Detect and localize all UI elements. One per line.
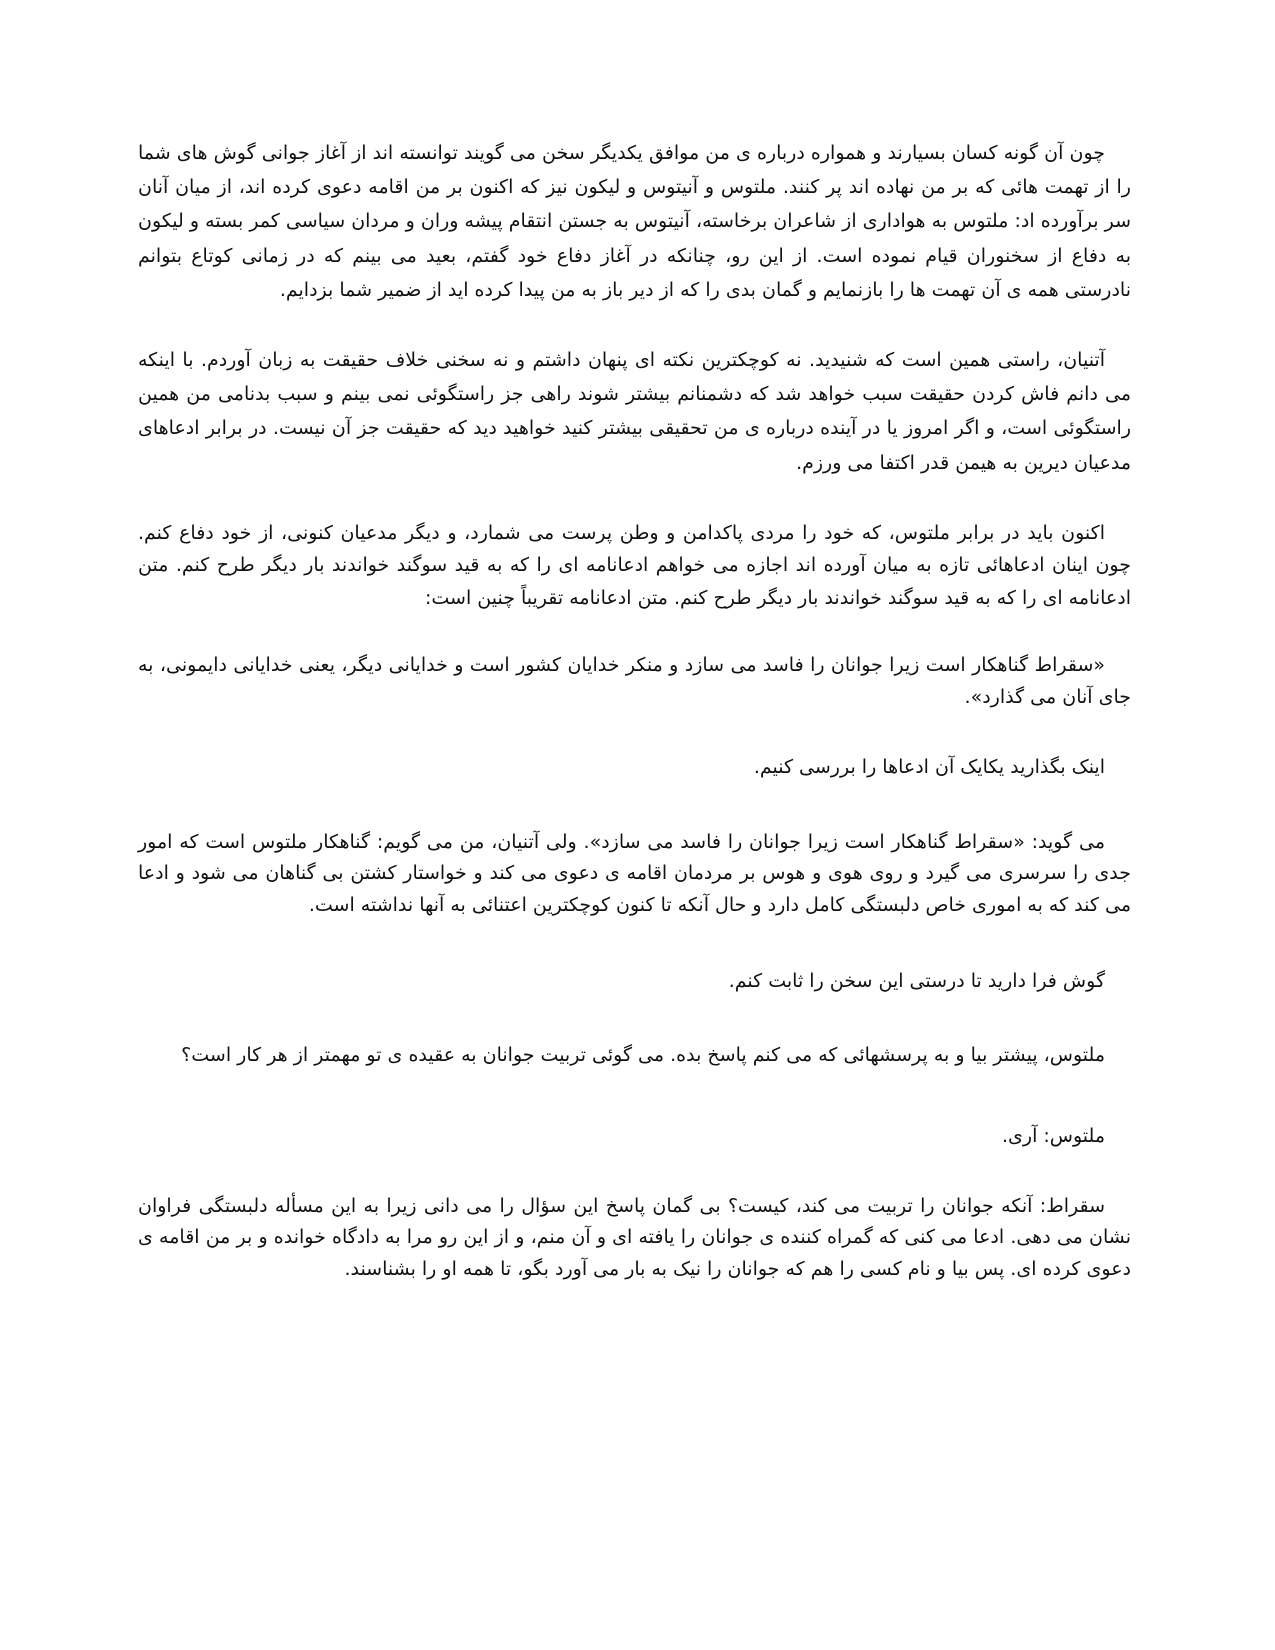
paragraph-who-educates: سقراط: آنکه جوانان را تربیت می کند، کیست؟ بی گمان پاسخ این سؤال را می دانی زیرا به این مسأله دلبستگی فراوان نشان می دهی. ادعا می کنی که گمراه کننده ی جوانان را یافته ای و آن منم، و از این رو مرا به دادگاه خوانده و بر من اقامه ی دعوی کرده ای. پس بیا و نام کسی را هم که جوانان را نیک به بار می آورد بگو، تا همه او را بشناسند. <box>138 1194 1131 1280</box>
document-page <box>138 136 1131 1285</box>
paragraph-examine: اینک بگذارید یکایک آن ادعاها را بررسی کنیم. <box>753 755 1105 778</box>
paragraph-listen: گوش فرا دارید تا درستی این سخن را ثابت کنم. <box>728 970 1105 993</box>
paragraph-meletus-guilty: می گوید: «سقراط گناهکار است زیرا جوانان را فاسد می سازد». ولی آتنیان، من می گویم: گناهکار ملتوس است که امور جدی را سرسری می گیرد و روی هوی و هوس بر مردمان اقامه ی دعوی می کند و خواستار کشتن بی گناهان می شود و ادعا می کند که به اموری خاص دلبستگی کامل دارد و حال آنکه تا کنون کوچکترین اعتنائی به آنها نداشته است. <box>138 830 1131 916</box>
paragraph-indictment-intro: اکنون باید در برابر ملتوس، که خود را مردی پاکدامن و وطن پرست می شمارد، و دیگر مدعیان کنونی، از خود دفاع کنم. چون اینان ادعاهائی تازه به میان آورده اند اجازه می خواهم ادعانامه ای را که به قید سوگند خواندند بار دیگر طرح کنم. متن ادعانامه ای را که به قید سوگند خواندند بار دیگر طرح کنم. متن ادعانامه تقریباً چنین است: <box>138 521 1131 610</box>
paragraph-question-education: ملتوس، پیشتر بیا و به پرسشهائی که می کنم پاسخ بده. می گوئی تربیت جوانان به عقیده ی تو مهمتر از هر کار است؟ <box>181 1044 1105 1067</box>
paragraph-meletus-yes: ملتوس: آری. <box>1001 1124 1105 1147</box>
paragraph-accusers: چون آن گونه کسان بسیارند و همواره درباره ی من موافق یکدیگر سخن می گویند توانسته اند از آغاز جوانی گوش های شما را از تهمت هائی که بر من نهاده اند پر کنند. ملتوس و آنیتوس و لیکون نیز که اکنون بر من اقامه دعوی کرده اند، از میان آنان سر برآورده اد: ملتوس به هواداری از شاعران برخاسته، آنیتوس به جستن انتقام پیشه وران و مردان سیاسی کمر بسته و لیکون به دفاع از سخنوران قیام نموده است. از این رو، چنانکه در آغاز دفاع خود گفتم، بعید می بینم که در زمانی کوتاع بتوانم نادرستی همه ی آن تهمت ها را بازنمایم و گمان بدی را که از دیر باز به من پیدا کرده اید از ضمیر شما بزدایم. <box>138 142 1131 301</box>
paragraph-truth: آتنیان، راستی همین است که شنیدید. نه کوچکترین نکته ای پنهان داشتم و نه سخنی خلاف حقیقت به زبان آوردم. با اینکه می دانم فاش کردن حقیقت سبب خواهد شد که دشمنانم بیشتر شوند راهی جز راستگوئی نمی بینم و سبب بدنامی من همین راستگوئی است، و اگر امروز یا در آینده درباره ی من تحقیقی بیشتر کنید خواهید دید که حقیقت جز آن نیست. در برابر ادعاهای مدعیان دیرین به هیمن قدر اکتفا می ورزم. <box>138 349 1131 474</box>
paragraph-indictment-quote: «سقراط گناهکار است زیرا جوانان را فاسد می سازد و منکر خدایان کشور است و خدایانی دیگر، یعنی خدایانی دایمونی، به جای آنان می گذارد». <box>138 653 1131 709</box>
